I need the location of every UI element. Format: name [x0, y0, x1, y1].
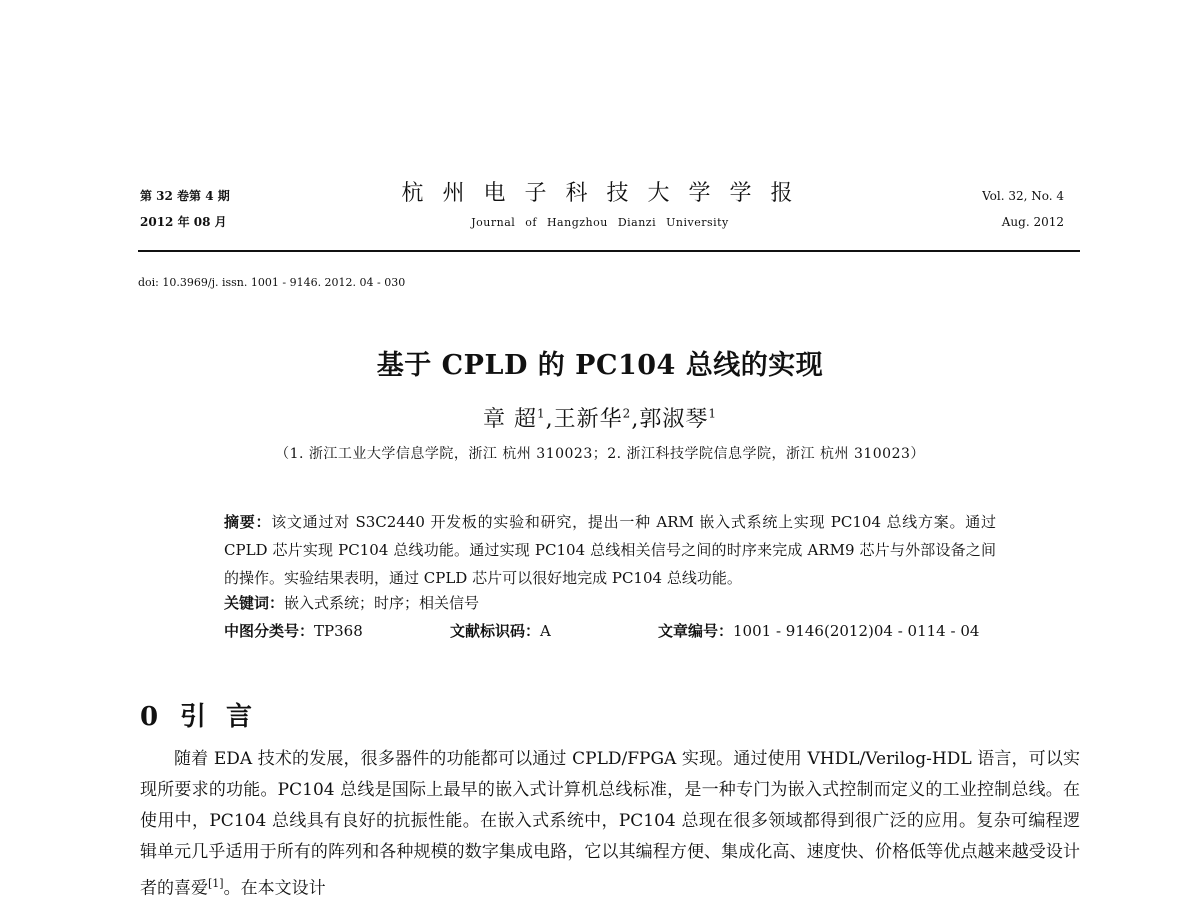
header-rule: [138, 250, 1080, 252]
doi: doi: 10.3969/j. issn. 1001 - 9146. 2012. 04 - 030: [138, 276, 406, 289]
keywords: [224, 592, 479, 613]
abstract-label: 摘要：: [224, 513, 272, 531]
author-separator: ,: [631, 407, 640, 432]
author-affiliation-mark: 2: [622, 406, 632, 421]
author-name: 郭淑琴: [639, 407, 709, 432]
section-heading: [140, 696, 272, 733]
author-affiliation-mark: 1: [708, 406, 717, 421]
keywords-text: 嵌入式系统；时序；相关信号: [284, 594, 480, 612]
document-code-value: A: [540, 622, 551, 640]
author-name: 章 超: [483, 407, 538, 432]
volume-issue: 第 32 卷第 4 期: [140, 189, 230, 203]
clc-label: 中图分类号：: [224, 622, 315, 640]
document-code-label: 文献标识码：: [450, 622, 541, 640]
article-number-label: 文章编号：: [658, 622, 734, 640]
body-text: 随着 EDA 技术的发展，很多器件的功能都可以通过 CPLD/FPGA 实现。通过使用 VHDL/Verilog-HDL 语言，可以实现所要求的功能。PC104 总线是国际上最早的嵌入式计算机总线标准，是一种专门为嵌入式控制而定义的工业控制总线。在使用中，PC104 总线具有良好的抗振性能。在嵌入式系统中，PC104 总现在很多领域都得到很广泛的应用。复杂可编程逻辑单元几乎适用于所有的阵列和各种规模的数字集成电路，它以其编程方便、集成化高、速度快、价格低等优点越来越受设计者的喜爱: [140, 749, 1080, 899]
clc-number: [224, 620, 363, 641]
document-code: [450, 620, 551, 641]
article-number-value: 1001 - 9146(2012)04 - 0114 - 04: [733, 622, 980, 640]
publication-date-en: Aug. 2012: [1001, 215, 1064, 229]
author-separator: ,: [545, 407, 554, 432]
journal-name-cn: 杭 州 电 子 科 技 大 学 学 报: [401, 181, 799, 206]
body-paragraph: [140, 744, 1080, 905]
abstract-text: 该文通过对 S3C2440 开发板的实验和研究，提出一种 ARM 嵌入式系统上实现 PC104 总线方案。通过 CPLD 芯片实现 PC104 总线功能。通过实现 PC104 总线相关信号之间的时序来完成 ARM9 芯片与外部设备之间的操作。实验结果表明，通过 CPLD 芯片可以很好地完成 PC104 总线功能。: [224, 513, 996, 587]
keywords-label: 关键词：: [224, 594, 285, 612]
issue-info-en: [982, 190, 1064, 228]
article-number: [658, 620, 979, 641]
journal-name-en: Journal of Hangzhou Dianzi University: [471, 216, 729, 229]
abstract: [224, 508, 996, 592]
author-list: [0, 402, 1200, 433]
volume-issue-en: Vol. 32, No. 4: [982, 189, 1064, 203]
body-text-continued: 。在本文设计: [223, 878, 326, 899]
author-name: 王新华: [553, 407, 623, 432]
affiliations: （1. 浙江工业大学信息学院，浙江 杭州 310023；2. 浙江科技学院信息学院，浙江 杭州 310023）: [275, 446, 925, 462]
citation: [1]: [208, 877, 224, 890]
clc-value: TP368: [314, 622, 363, 640]
paper-title: 基于 CPLD 的 PC104 总线的实现: [376, 350, 824, 381]
section-number: 0: [140, 702, 159, 732]
section-title: 引言: [180, 702, 273, 732]
publication-date: 2012 年 08 月: [140, 215, 227, 229]
author-affiliation-mark: 1: [537, 406, 546, 421]
